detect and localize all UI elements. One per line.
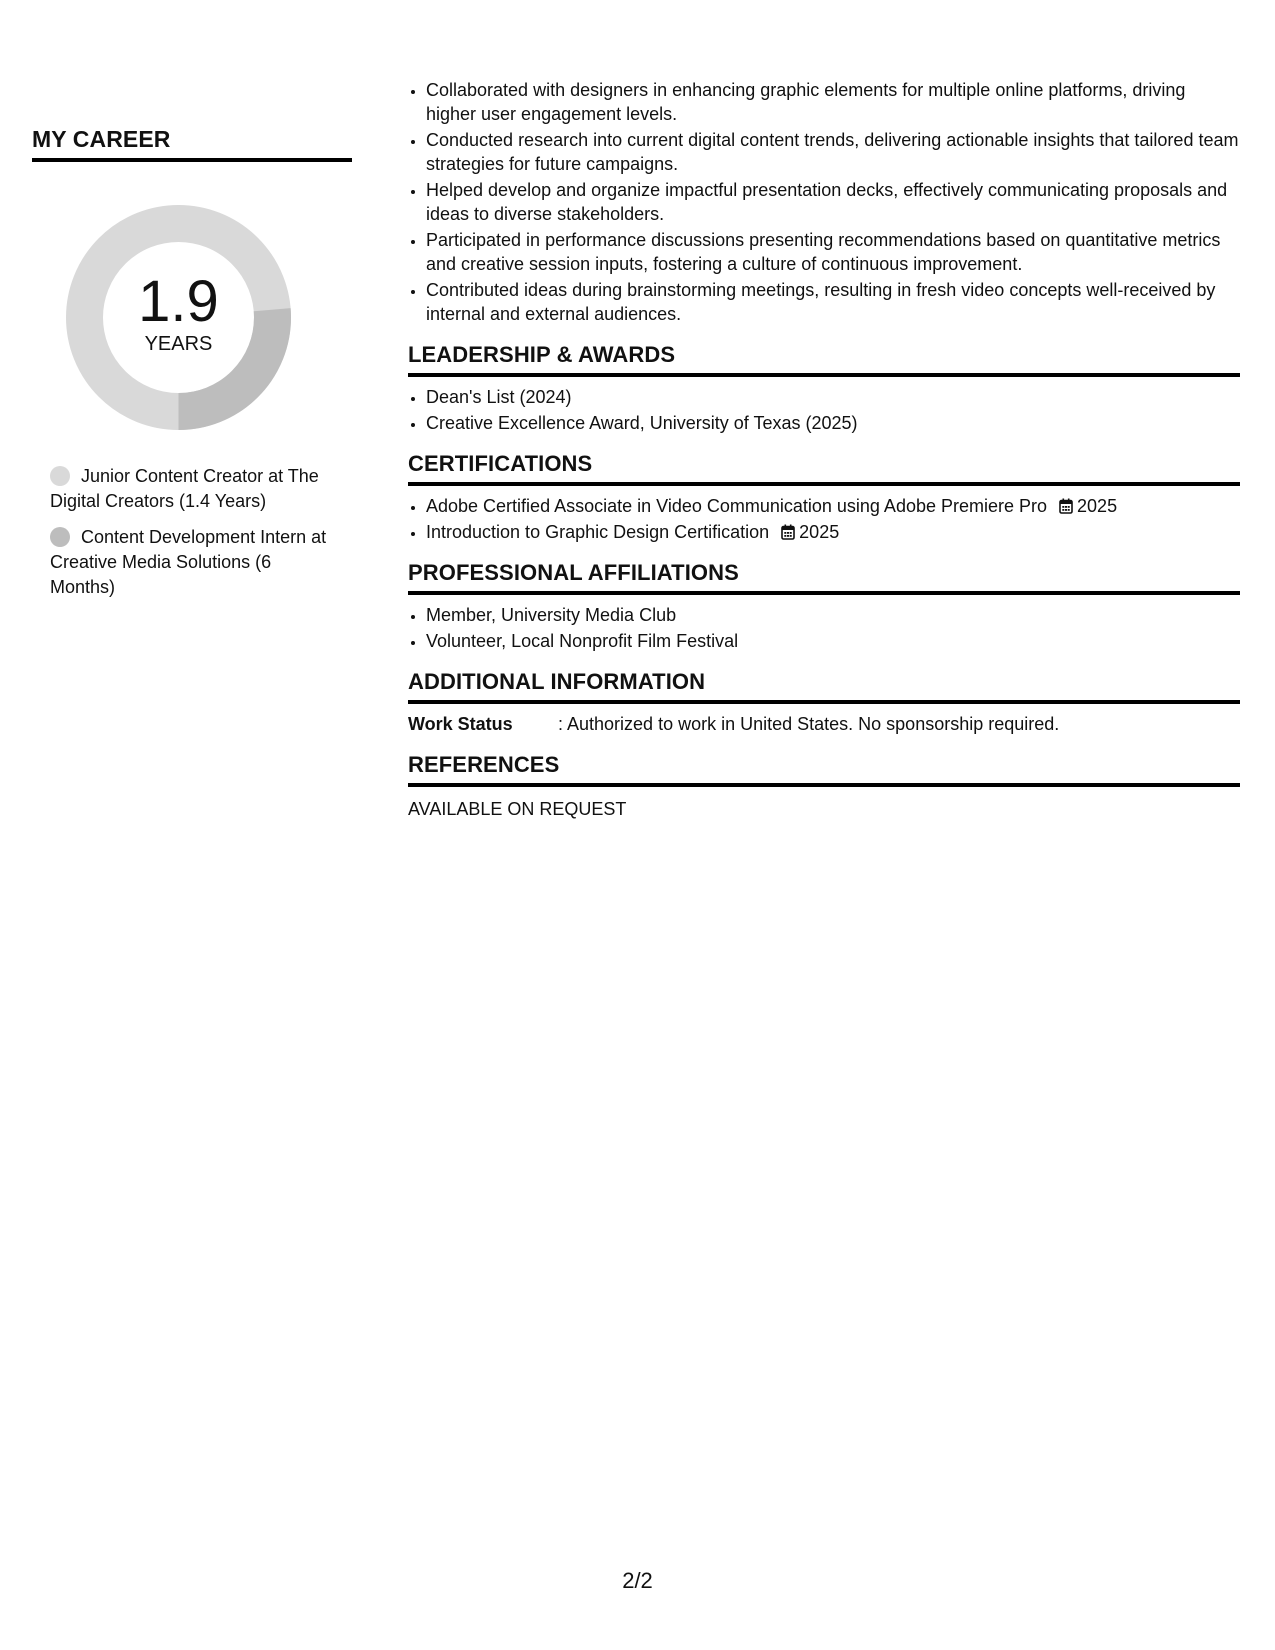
legend-dot-icon: [50, 466, 70, 486]
career-legend: [50, 464, 340, 611]
section-title-leadership: LEADERSHIP & AWARDS: [408, 342, 1240, 377]
legend-item-intern: [50, 525, 340, 600]
experience-bullet: • Contributed ideas during brainstorming meetings, resulting in fresh video concepts well-received by internal and external audiences.: [426, 278, 1240, 326]
certification-item: [426, 520, 1240, 544]
references-text: AVAILABLE ON REQUEST: [408, 799, 627, 819]
experience-bullet: • Conducted research into current digital content trends, delivering actionable insights that tailored team strategies for future campaigns.: [426, 128, 1240, 176]
calendar-icon: [781, 524, 795, 540]
certification-year: 2025: [1077, 496, 1118, 516]
affiliation-item: • Volunteer, Local Nonprofit Film Festival: [426, 629, 1240, 653]
certification-item: [426, 494, 1240, 518]
legend-label: Junior Content Creator at The Digital Creators (1.4 Years): [50, 466, 319, 511]
certifications-list: [408, 494, 1240, 544]
legend-label: Content Development Intern at Creative Media Solutions (6 Months): [50, 527, 327, 597]
legend-dot-icon: [50, 527, 70, 547]
work-status-label: Work Status: [408, 714, 513, 734]
certification-name: Adobe Certified Associate in Video Communication using Adobe Premiere Pro: [426, 496, 1048, 516]
leadership-item: • Creative Excellence Award, University of Texas (2025): [426, 411, 1240, 435]
experience-bullet-list: [408, 78, 1240, 326]
experience-bullet: • Helped develop and organize impactful presentation decks, effectively communicating proposals and ideas to diverse stakeholders.: [426, 178, 1240, 226]
certification-year: 2025: [799, 522, 840, 542]
section-title-affiliations: PROFESSIONAL AFFILIATIONS: [408, 560, 1240, 595]
section-title-references: REFERENCES: [408, 752, 1240, 787]
leadership-list: [408, 385, 1240, 435]
work-status-row: [408, 712, 1240, 736]
section-title-certifications: CERTIFICATIONS: [408, 451, 1240, 486]
work-status-value: : Authorized to work in United States. No sponsorship required.: [558, 714, 1060, 734]
career-heading: MY CAREER: [32, 126, 352, 162]
affiliation-item: • Member, University Media Club: [426, 603, 1240, 627]
career-total-years: 1.9: [138, 269, 219, 334]
experience-bullet: • Participated in performance discussions presenting recommendations based on quantitative metrics and creative session inputs, fostering a culture of continuous improvement.: [426, 228, 1240, 276]
main-column: [408, 78, 1240, 821]
certification-name: Introduction to Graphic Design Certification: [426, 522, 770, 542]
career-years-unit: YEARS: [144, 333, 213, 355]
donut-center: [66, 205, 291, 430]
calendar-icon: [1059, 498, 1073, 514]
section-title-additional-info: ADDITIONAL INFORMATION: [408, 669, 1240, 704]
leadership-item: • Dean's List (2024): [426, 385, 1240, 409]
page-number: 2/2: [622, 1568, 653, 1593]
career-donut-chart: [66, 205, 291, 430]
legend-item-junior-creator: [50, 464, 340, 514]
experience-bullet: • Collaborated with designers in enhancing graphic elements for multiple online platforms, driving higher user engagement levels.: [426, 78, 1240, 126]
affiliations-list: [408, 603, 1240, 653]
